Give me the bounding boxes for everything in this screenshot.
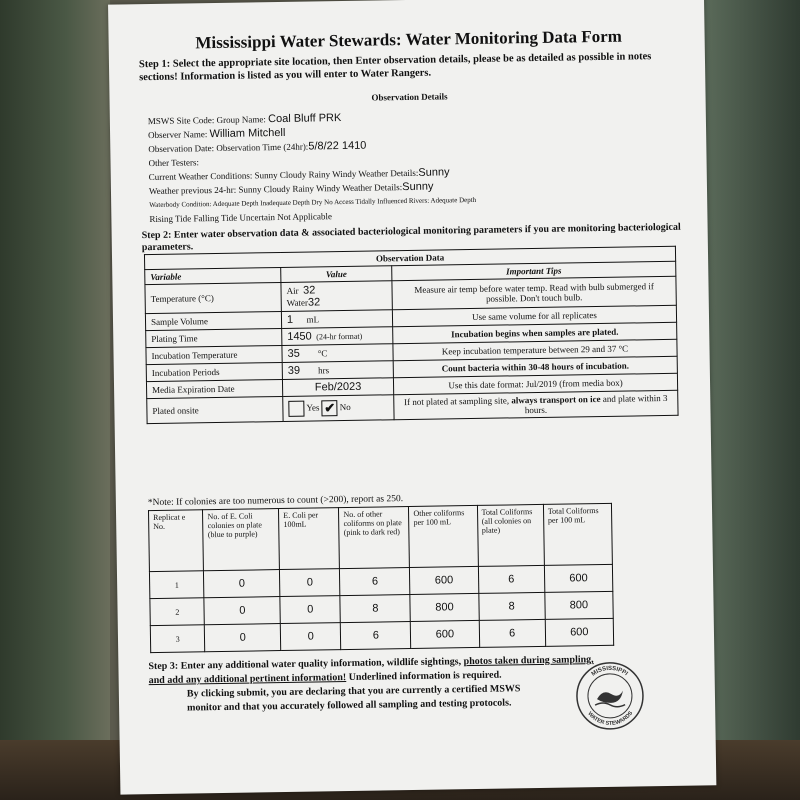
previous-weather-label: Weather previous 24-hr: Sunny Cloudy Rainy Windy Weather Details: (148, 182, 403, 197)
step3-underlined-info: and add any additional pertinent information! (148, 672, 347, 687)
step3-underlined-photos: photos taken during sampling, (463, 654, 594, 668)
table-cell: 0 (280, 623, 341, 651)
step3-instructions (148, 653, 619, 716)
data-form-paper (108, 0, 716, 795)
temperature-label: Temperature (°C) (145, 282, 281, 313)
plated-onsite-tip (394, 390, 678, 419)
step3-declaration-line1: By clicking submit, you are declaring that you are currently a certified MSWS (186, 683, 521, 700)
replicate-number: 2 (150, 598, 205, 626)
incubation-temperature-tip: Keep incubation temperature between 29 and 37 °C (393, 339, 677, 360)
incubation-periods-tip: Count bacteria within 30-48 hours of incubation. (393, 356, 677, 377)
table-cell: 600 (544, 564, 613, 592)
water-value: 32 (307, 296, 321, 309)
background-right (700, 0, 800, 800)
incubation-periods-number: 39 (287, 364, 301, 377)
yes-label: Yes (306, 402, 320, 413)
observer-label: Observer Name: (148, 129, 208, 141)
incubation-periods-value (282, 361, 393, 380)
replicate-number: 1 (149, 571, 204, 599)
table-cell: 6 (341, 622, 411, 650)
no-label: No (339, 401, 351, 413)
waterbody-condition: Waterbody Condition: Adequate Depth Inadequate Depth Dry No Access Tidally Influenced Rivers: Adequate Depth (149, 195, 477, 210)
previous-weather-value: Sunny (402, 180, 434, 194)
date-value: 5/8/22 1410 (308, 139, 367, 153)
plated-onsite-tip-part1: If not plated at sampling site, (403, 395, 512, 408)
other-testers: Other Testers: (148, 157, 200, 169)
no-checkbox[interactable] (322, 400, 338, 416)
plated-onsite-tip-part2: and plate within 3 hours. (524, 392, 668, 416)
table-cell: 0 (204, 570, 280, 598)
media-expiration-label: Media Expiration Date (146, 379, 282, 398)
header-ecoli-colonies: No. of E. Coli colonies on plate (blue to purple) (203, 509, 280, 571)
table-cell: 8 (340, 595, 410, 623)
header-total-coliforms: Total Coliforms (all colonies on plate) (477, 504, 544, 566)
observation-details-header: Observation Details (371, 91, 448, 103)
plating-time-number: 1450 (287, 330, 312, 343)
table-cell: 0 (280, 596, 341, 624)
plated-onsite-tip-bold: always transport on ice (511, 393, 601, 406)
current-weather-label: Current Weather Conditions: Sunny Cloudy Rainy Windy Weather Details: (148, 167, 419, 183)
colony-note: *Note: If colonies are too numerous to count (>200), report as 250. (147, 494, 404, 509)
step1-instructions: Step 1: Select the appropriate site location, then Enter observation details, please be as detailed as possible in notes sections! Information is listed as you will enter to Water Rangers. (138, 51, 652, 84)
plated-onsite-value (283, 395, 394, 422)
sample-volume-label: Sample Volume (145, 311, 281, 330)
header-other-coliforms: No. of other coliforms on plate (pink to dark red) (339, 507, 410, 569)
temperature-tip: Measure air temp before water temp. Read with bulb submerged if possible. Don't touch bulb. (392, 276, 676, 309)
water-label: Water (286, 297, 309, 308)
plating-time-unit: (24-hr format) (316, 331, 363, 342)
header-variable: Variable (145, 268, 281, 285)
observation-data-table (144, 246, 679, 424)
plating-time-label: Plating Time (146, 328, 282, 347)
observation-data-caption: Observation Data (144, 246, 675, 269)
yes-checkbox[interactable] (288, 401, 304, 417)
incubation-temperature-unit: °C (317, 348, 328, 359)
header-important-tips: Important Tips (392, 261, 676, 280)
incubation-temperature-value (282, 344, 393, 363)
table-cell: 6 (479, 619, 546, 647)
step3-prefix: Step 3: Enter any additional water quality information, wildlife sightings, (148, 656, 464, 673)
table-cell: 0 (205, 624, 281, 652)
current-weather-value: Sunny (418, 166, 450, 179)
media-expiration-tip: Use this date format: Jul/2019 (from media box) (393, 373, 677, 394)
form-title: Mississippi Water Stewards: Water Monitoring Data Form (195, 26, 623, 53)
mississippi-water-stewards-seal-icon (574, 660, 645, 731)
sample-volume-number: 1 (286, 313, 294, 326)
temperature-value (281, 281, 392, 312)
sample-volume-value (281, 310, 392, 329)
table-cell: 800 (410, 593, 479, 621)
table-cell: 800 (545, 591, 614, 619)
bacteria-header-row (148, 503, 612, 571)
seal-bottom-text: WATER STEWARDS (586, 710, 635, 727)
table-cell: 600 (411, 620, 480, 648)
air-label: Air (286, 285, 299, 296)
table-cell: 6 (340, 568, 410, 596)
plating-time-tip: Incubation begins when samples are plated. (393, 322, 677, 343)
svg-text:MISSISSIPPI (591, 666, 629, 678)
table-cell: 8 (478, 592, 545, 620)
tide-options: Rising Tide Falling Tide Uncertain Not Applicable (149, 211, 332, 225)
header-other-per-100ml: Other coliforms per 100 mL (409, 505, 478, 567)
site-value: Coal Bluff PRK (268, 112, 342, 126)
site-label: MSWS Site Code: Group Name: (147, 114, 266, 127)
header-value: Value (281, 266, 392, 283)
table-cell: 0 (204, 597, 280, 625)
incubation-temperature-number: 35 (287, 347, 300, 360)
sample-volume-unit: mL (306, 314, 320, 325)
step2-instructions: Step 2: Enter water observation data & associated bacteriological monitoring parameters if you are monitoring bacteriological parameters. (141, 221, 681, 254)
step3-suffix: Underlined information is required. (346, 669, 502, 684)
observer-value: William Mitchell (209, 126, 286, 141)
header-replicate: Replicat e No. (148, 510, 203, 572)
date-label: Observation Date: Observation Time (24hr): (148, 141, 309, 155)
step3-declaration-line2: monitor and that you accurately followed all sampling and testing protocols. (187, 697, 512, 714)
table-cell: 0 (280, 569, 341, 597)
observation-details (148, 106, 670, 226)
background-left (0, 0, 110, 800)
incubation-temperature-label: Incubation Temperature (146, 345, 282, 364)
incubation-periods-label: Incubation Periods (146, 362, 282, 381)
air-value: 32 (302, 284, 316, 297)
table-cell: 6 (478, 565, 545, 593)
sample-volume-tip: Use same volume for all replicates (392, 305, 676, 326)
replicate-number: 3 (150, 625, 205, 653)
incubation-periods-unit: hrs (317, 365, 330, 376)
media-expiration-value (282, 378, 393, 397)
table-cell: 600 (410, 566, 479, 594)
checkmark-icon: ✔ (324, 400, 336, 416)
seal-top-text: MISSISSIPPI (590, 665, 629, 678)
header-ecoli-per-100ml: E. Coli per 100mL (279, 508, 340, 570)
header-total-per-100ml: Total Coliforms per 100 mL (543, 503, 612, 565)
plating-time-value (282, 327, 393, 346)
bacteria-table (148, 503, 614, 653)
table-cell: 600 (545, 618, 614, 646)
media-expiration-date: Feb/2023 (314, 380, 362, 394)
plated-onsite-label: Plated onsite (147, 396, 283, 423)
